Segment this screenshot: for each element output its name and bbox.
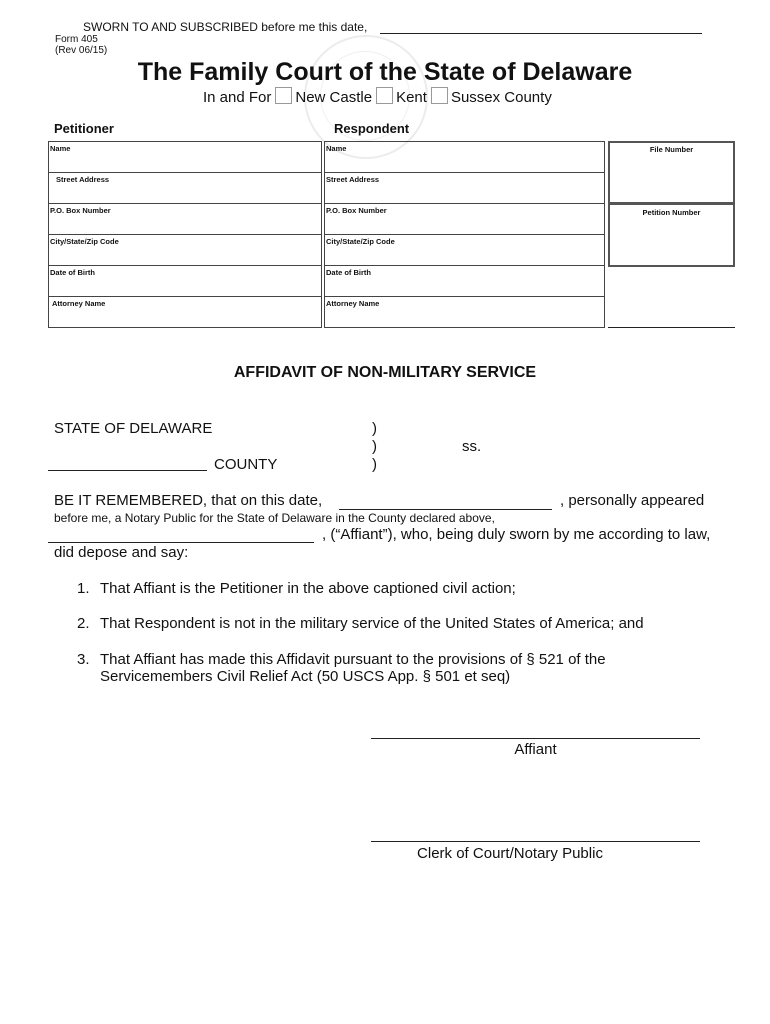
respondent-dob-field[interactable] bbox=[324, 265, 605, 297]
field-label: Date of Birth bbox=[50, 268, 95, 277]
respondent-heading: Respondent bbox=[334, 121, 410, 136]
field-label: City/State/Zip Code bbox=[50, 237, 119, 246]
affiant-name-line[interactable] bbox=[48, 542, 314, 543]
petitioner-po-box-field[interactable] bbox=[48, 203, 322, 235]
field-label: Attorney Name bbox=[52, 299, 106, 308]
kent-label: Kent bbox=[396, 89, 427, 106]
field-label: P.O. Box Number bbox=[326, 206, 387, 215]
affidavit-title: AFFIDAVIT OF NON-MILITARY SERVICE bbox=[233, 364, 537, 381]
page-title: The Family Court of the State of Delaware bbox=[137, 58, 633, 86]
notary-line: before me, a Notary Public for the State of Delaware in the County declared above, bbox=[54, 511, 495, 525]
list-item-number: 2. bbox=[77, 615, 90, 632]
petition-number-field[interactable] bbox=[608, 203, 735, 267]
list-item-continued: Servicemembers Civil Relief Act (50 USCS App. § 501 et seq) bbox=[100, 668, 511, 685]
field-label: P.O. Box Number bbox=[50, 206, 111, 215]
appearance-date-line[interactable] bbox=[339, 509, 552, 510]
respondent-name-field[interactable] bbox=[324, 141, 605, 173]
venue-paren: ) bbox=[372, 456, 377, 473]
personally-appeared: , personally appeared bbox=[560, 492, 705, 509]
petitioner-name-field[interactable] bbox=[48, 141, 322, 173]
field-label: Name bbox=[326, 144, 347, 153]
affiant-signature-line[interactable] bbox=[371, 738, 700, 739]
venue-paren: ) bbox=[372, 438, 377, 455]
respondent-street-field[interactable] bbox=[324, 172, 605, 204]
clerk-signature-line[interactable] bbox=[371, 841, 700, 842]
extra-number-line[interactable] bbox=[608, 327, 735, 328]
remembered-intro: BE IT REMEMBERED, that on this date, bbox=[54, 492, 323, 509]
list-item: That Respondent is not in the military service of the United States of America; and bbox=[100, 615, 644, 632]
state-of-delaware: STATE OF DELAWARE bbox=[54, 420, 213, 437]
petitioner-city-field[interactable] bbox=[48, 234, 322, 266]
ss-label: ss. bbox=[462, 438, 482, 455]
list-item: That Affiant has made this Affidavit pursuant to the provisions of § 521 of the bbox=[100, 651, 606, 668]
affiant-signature-label: Affiant bbox=[514, 741, 557, 758]
in-and-for-label: In and For bbox=[203, 89, 272, 106]
new-castle-checkbox[interactable] bbox=[275, 87, 292, 104]
field-label: Name bbox=[50, 144, 71, 153]
county-name-line[interactable] bbox=[48, 470, 207, 471]
sussex-checkbox[interactable] bbox=[431, 87, 448, 104]
list-item: That Affiant is the Petitioner in the above captioned civil action; bbox=[100, 580, 516, 597]
sworn-text: SWORN TO AND SUBSCRIBED before me this date, bbox=[83, 20, 368, 34]
form-revision: (Rev 06/15) bbox=[55, 45, 108, 56]
new-castle-label: New Castle bbox=[295, 89, 373, 106]
affiant-sworn: , (“Affiant”), who, being duly sworn by me according to law, bbox=[322, 526, 711, 543]
kent-checkbox[interactable] bbox=[376, 87, 393, 104]
list-item-number: 3. bbox=[77, 651, 90, 668]
field-label: City/State/Zip Code bbox=[326, 237, 395, 246]
form-number: Form 405 bbox=[55, 34, 98, 45]
file-number-field[interactable] bbox=[608, 141, 735, 204]
county-selector bbox=[203, 87, 552, 106]
respondent-city-field[interactable] bbox=[324, 234, 605, 266]
list-item-number: 1. bbox=[77, 580, 90, 597]
petitioner-dob-field[interactable] bbox=[48, 265, 322, 297]
petitioner-heading: Petitioner bbox=[54, 121, 114, 136]
field-label: Attorney Name bbox=[326, 299, 380, 308]
file-number-label: File Number bbox=[649, 145, 694, 154]
sworn-date-line[interactable] bbox=[380, 33, 702, 34]
county-label: COUNTY bbox=[214, 456, 278, 473]
sussex-label: Sussex County bbox=[450, 89, 552, 106]
field-label: Date of Birth bbox=[326, 268, 371, 277]
petition-number-label: Petition Number bbox=[642, 208, 701, 217]
field-label: Street Address bbox=[56, 175, 110, 184]
respondent-po-box-field[interactable] bbox=[324, 203, 605, 235]
respondent-attorney-field[interactable] bbox=[324, 296, 605, 328]
depose-text: did depose and say: bbox=[54, 544, 189, 561]
venue-paren: ) bbox=[372, 420, 377, 437]
clerk-signature-label: Clerk of Court/Notary Public bbox=[417, 845, 603, 862]
petitioner-street-field[interactable] bbox=[48, 172, 322, 204]
field-label: Street Address bbox=[326, 175, 380, 184]
petitioner-attorney-field[interactable] bbox=[48, 296, 322, 328]
